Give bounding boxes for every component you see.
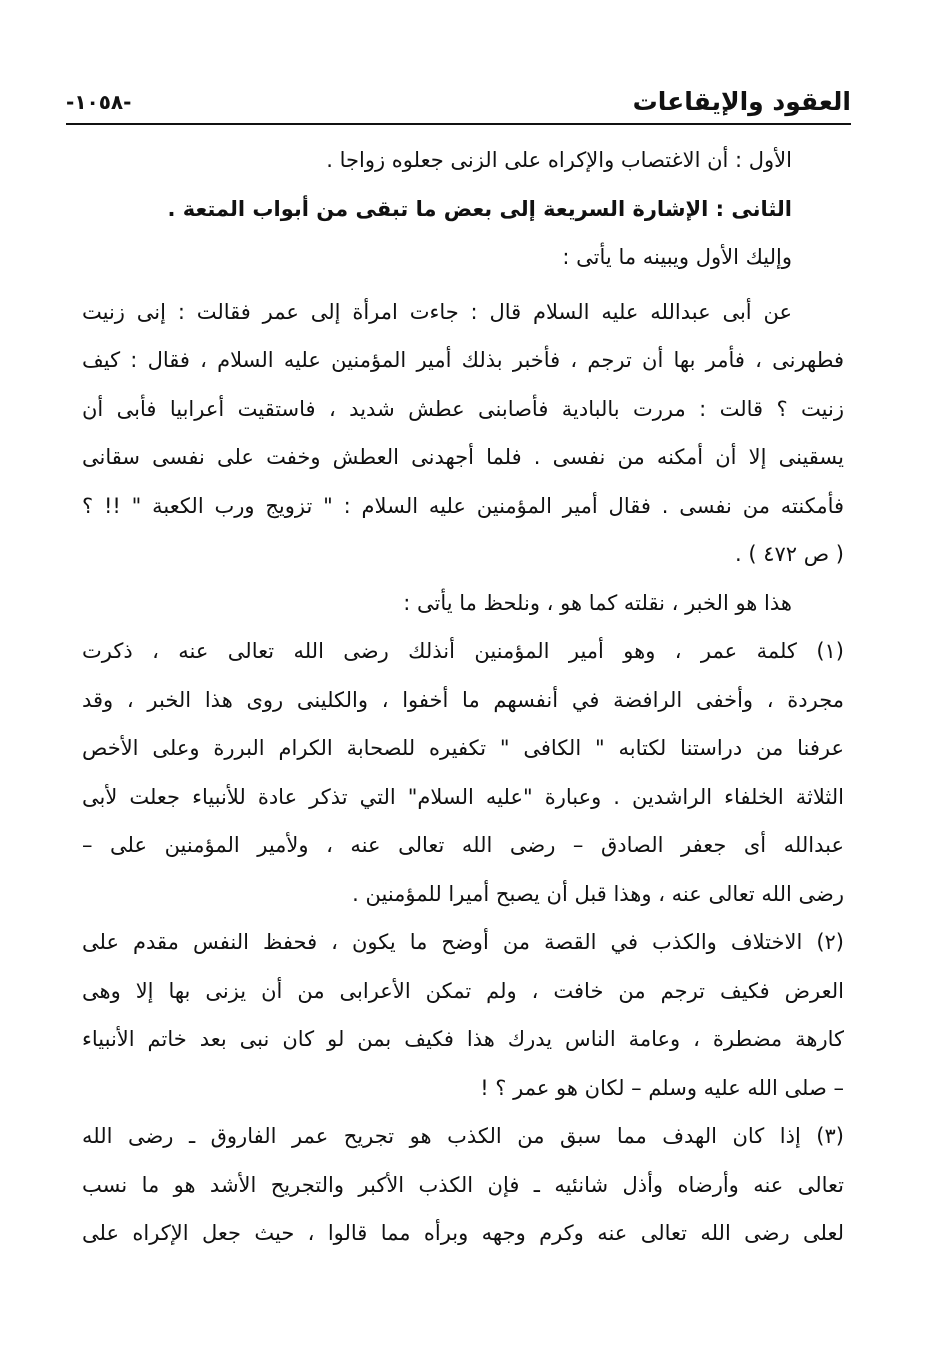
text-line: عرفنا من دراستنا لكتابه " الكافى " تكفيره للصحابة الكرام البررة وعلى الأخص: [82, 736, 844, 760]
text-line: تعالى عنه وأرضاه وأذل شانئيه ـ فإن الكذب الأكبر والتجريح الأشد هو ما نسب: [82, 1172, 844, 1197]
text-line: مجردة ، وأخفى الرافضة في أنفسهم ما أخفوا ، والكلينى روى هذا الخبر ، وقد: [82, 687, 844, 712]
text-line: الأول : أن الاغتصاب والإكراه على الزنى جعلوه زواجا .: [326, 148, 792, 172]
text-line: زنيت ؟ قالت : مررت بالبادية فأصابنى عطش شديد ، فاستقيت أعرابيا فأبى أن: [82, 396, 844, 421]
text-line: فطهرنى ، فأمر بها أن ترجم ، فأخبر بذلك أمير المؤمنين عليه السلام ، فقال : كيف: [82, 348, 844, 372]
text-line: كارهة مضطرة ، وعامة الناس يدرك هذا فكيف بمن لو كان نبى بعد خاتم الأنبياء: [82, 1027, 844, 1051]
text-line: لعلى رضى الله تعالى عنه وكرم وجهه وبرأه مما قالوا ، حيث جعل الإكراه على: [82, 1221, 844, 1245]
page-number: -١٠٥٨-: [66, 90, 132, 114]
text-line: يسقينى إلا أن أمكنه من نفسى . فلما أجهدنى العطش وخفت على نفسى سقانى: [82, 445, 844, 469]
text-line: عن أبى عبدالله عليه السلام قال : جاءت امرأة إلى عمر فقالت : إنى زنيت: [82, 299, 792, 324]
text-line: (١) كلمة عمر ، وهو أمير المؤمنين أنذلك رضى الله تعالى عنه ، ذكرت: [82, 639, 844, 663]
text-line: هذا هو الخبر ، نقلته كما هو ، ونلحظ ما يأتى :: [403, 590, 792, 615]
header-rule: [66, 123, 851, 125]
text-line: رضى الله تعالى عنه ، وهذا قبل أن يصبح أميرا للمؤمنين .: [352, 881, 844, 906]
text-line: عبدالله أى جعفر الصادق – رضى الله تعالى عنه ، ولأمير المؤمنين على –: [82, 833, 844, 857]
text-line: الثانى : الإشارة السريعة إلى بعض ما تبقى من أبواب المتعة .: [167, 196, 792, 221]
text-line: – صلى الله عليه وسلم – لكان هو عمر ؟ !: [480, 1075, 844, 1100]
text-line: الثلاثة الخلفاء الراشدين . وعبارة "عليه السلام" التي تذكر عادة للأنبياء جعلت لأبى: [82, 784, 844, 809]
running-title: العقود والإيقاعات: [632, 87, 851, 116]
text-line: فأمكنته من نفسى . فقال أمير المؤمنين عليه السلام : " تزويج ورب الكعبة " !! ؟: [82, 493, 844, 518]
text-line: العرض فكيف ترجم من خافت ، ولم تمكن الأعرابى من أن يزنى بها إلا وهى: [82, 978, 844, 1003]
text-line: ( ص ٤٧٢ ) .: [735, 542, 844, 566]
text-line: (٢) الاختلاف والكذب في القصة من أوضح ما يكون ، فحفظ النفس مقدم على: [82, 930, 844, 954]
body-text: [82, 136, 844, 1258]
text-line: وإليك الأول ويبينه ما يأتى :: [562, 245, 792, 269]
text-line: (٣) إذا كان الهدف مما سبق من الكذب هو تجريح عمر الفاروق ـ رضى الله: [82, 1124, 844, 1148]
page-header: [66, 78, 851, 122]
